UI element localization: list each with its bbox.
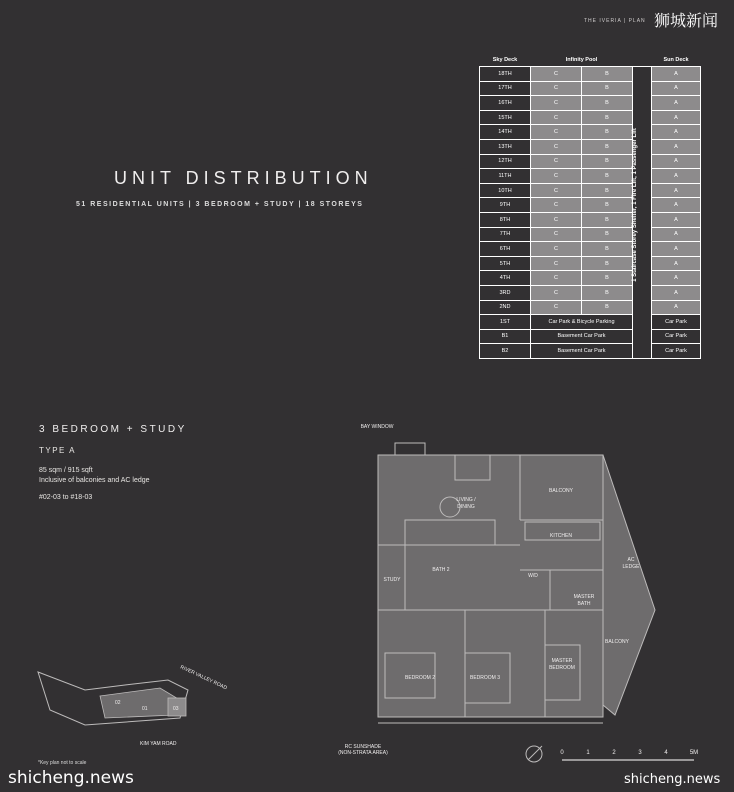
unit-c: C (531, 139, 582, 154)
unit-a: A (652, 242, 701, 257)
unit-a: A (652, 154, 701, 169)
key-plan-note: *Key plan not to scale (38, 760, 87, 766)
label-bedroom-2: BEDROOM 2 (404, 675, 436, 681)
unit-c: C (531, 242, 582, 257)
unit-b: B (582, 212, 633, 227)
label-master-bedroom-1: MASTER (551, 658, 573, 664)
unit-b: B (582, 154, 633, 169)
label-living: LIVING / (456, 497, 476, 503)
floor-label: 10TH (480, 183, 531, 198)
table-row (480, 96, 701, 111)
label-master-bath-2: BATH (577, 601, 591, 607)
unit-a: A (652, 198, 701, 213)
unit-b: B (582, 271, 633, 286)
floor-label: 11TH (480, 169, 531, 184)
unit-title: 3 BEDROOM + STUDY (39, 424, 187, 435)
page-subtitle: 51 RESIDENTIAL UNITS | 3 BEDROOM + STUDY | 18 STOREYS (76, 201, 364, 208)
table-row (480, 227, 701, 242)
unit-c: C (531, 271, 582, 286)
unit-distribution-table (479, 54, 701, 359)
header-infinity-pool: Infinity Pool (565, 57, 598, 63)
unit-a: A (652, 125, 701, 140)
unit-size: 85 sqm / 915 sqft (39, 467, 93, 474)
unit-range: #02-03 to #18-03 (39, 494, 93, 501)
scale-tick-0: 0 (560, 750, 564, 756)
unit-c: C (531, 212, 582, 227)
unit-b: B (582, 285, 633, 300)
unit-c: C (531, 154, 582, 169)
plan-balcony-wing (603, 455, 655, 715)
road-kim-yam: KIM YAM ROAD (140, 741, 177, 747)
unit-c: C (531, 183, 582, 198)
floor-label: B1 (480, 329, 531, 344)
page-title: UNIT DISTRIBUTION (114, 168, 373, 188)
unit-c: C (531, 81, 582, 96)
unit-a: A (652, 96, 701, 111)
label-sunshade-2: (NON-STRATA AREA) (338, 750, 388, 756)
unit-b: B (582, 242, 633, 257)
unit-note: Inclusive of balconies and AC ledge (39, 477, 150, 484)
unit-a: A (652, 110, 701, 125)
unit-c: C (531, 125, 582, 140)
scale-bar (520, 742, 705, 772)
table-row (480, 110, 701, 125)
floor-label: 15TH (480, 110, 531, 125)
label-master-bedroom-2: BEDROOM (549, 665, 575, 671)
label-ac: AC (627, 557, 635, 563)
table-row (480, 285, 701, 300)
key-unit-01: 01 (142, 706, 148, 712)
label-sunshade-1: RC SUNSHADE (344, 744, 382, 750)
floor-label: 13TH (480, 139, 531, 154)
unit-b: B (582, 256, 633, 271)
label-ledge: LEDGE (622, 564, 640, 570)
unit-c: C (531, 256, 582, 271)
unit-b: B (582, 227, 633, 242)
label-bedroom-3: BEDROOM 3 (469, 675, 501, 681)
scale-tick-5m: 5M (689, 750, 699, 756)
label-balcony-2: BALCONY (605, 639, 629, 645)
unit-b: B (582, 139, 633, 154)
core-label: 1 Staircase Storey Shelter, 1 Fire Lift, 1 Passenger Lift (632, 128, 638, 282)
floor-label: 9TH (480, 198, 531, 213)
floor-label: 7TH (480, 227, 531, 242)
unit-b: B (582, 96, 633, 111)
lower-left-use: Basement Car Park (531, 329, 633, 344)
unit-a: A (652, 67, 701, 82)
unit-c: C (531, 300, 582, 315)
label-bath-2: BATH 2 (432, 567, 450, 573)
key-plan (30, 660, 228, 760)
watermark-top: 狮城新闻 (654, 11, 719, 30)
table-row (480, 183, 701, 198)
unit-a: A (652, 271, 701, 286)
table-row (480, 125, 701, 140)
watermark-bottom-right: shicheng.news (624, 772, 721, 787)
unit-c: C (531, 169, 582, 184)
table-row (480, 81, 701, 96)
table-row (480, 271, 701, 286)
scale-tick-2: 2 (612, 750, 616, 756)
key-unit-02: 02 (115, 700, 121, 706)
table-row (480, 67, 701, 82)
unit-a: A (652, 139, 701, 154)
header-sun-deck: Sun Deck (663, 57, 689, 63)
table-row (480, 315, 701, 330)
table-row (480, 198, 701, 213)
brand-header: THE IVERIA | PLAN (584, 18, 646, 24)
unit-a: A (652, 256, 701, 271)
unit-type: TYPE A (39, 446, 77, 455)
floor-label: 4TH (480, 271, 531, 286)
floor-label: 12TH (480, 154, 531, 169)
unit-a: A (652, 212, 701, 227)
scale-tick-1: 1 (586, 750, 590, 756)
unit-b: B (582, 67, 633, 82)
road-river-valley: RIVER VALLEY ROAD (179, 664, 228, 692)
table-row (480, 329, 701, 344)
unit-a: A (652, 285, 701, 300)
floor-label: B2 (480, 344, 531, 359)
unit-a: A (652, 183, 701, 198)
label-wd: W/D (528, 573, 538, 579)
label-kitchen: KITCHEN (550, 533, 572, 539)
floor-plan (335, 415, 665, 760)
unit-c: C (531, 96, 582, 111)
bay-window (395, 443, 425, 455)
watermark-bottom-left: shicheng.news (8, 768, 134, 788)
floor-label: 6TH (480, 242, 531, 257)
label-master-bath-1: MASTER (573, 594, 595, 600)
label-dining: DINING (457, 504, 475, 510)
unit-a: A (652, 227, 701, 242)
unit-b: B (582, 183, 633, 198)
unit-c: C (531, 198, 582, 213)
unit-a: A (652, 300, 701, 315)
table-row (480, 154, 701, 169)
unit-b: B (582, 81, 633, 96)
floor-label: 1ST (480, 315, 531, 330)
floor-label: 14TH (480, 125, 531, 140)
unit-c: C (531, 285, 582, 300)
label-study: STUDY (383, 577, 401, 583)
floor-label: 18TH (480, 67, 531, 82)
header-sky-deck: Sky Deck (492, 57, 518, 63)
floor-label: 8TH (480, 212, 531, 227)
table-row (480, 169, 701, 184)
unit-c: C (531, 67, 582, 82)
table-row (480, 139, 701, 154)
unit-a: A (652, 81, 701, 96)
floor-label: 5TH (480, 256, 531, 271)
label-balcony: BALCONY (549, 488, 573, 494)
unit-b: B (582, 169, 633, 184)
key-unit-03: 03 (173, 706, 179, 712)
floor-label: 2ND (480, 300, 531, 315)
unit-a: A (652, 169, 701, 184)
lower-right-use: Car Park (652, 315, 701, 330)
scale-tick-4: 4 (664, 750, 668, 756)
label-bay-window: BAY WINDOW (360, 424, 394, 430)
unit-b: B (582, 300, 633, 315)
lower-right-use: Car Park (652, 344, 701, 359)
table-row (480, 212, 701, 227)
floor-label: 16TH (480, 96, 531, 111)
lower-right-use: Car Park (652, 329, 701, 344)
unit-b: B (582, 110, 633, 125)
table-row (480, 256, 701, 271)
table-row (480, 300, 701, 315)
unit-c: C (531, 110, 582, 125)
table-row (480, 242, 701, 257)
floor-label: 17TH (480, 81, 531, 96)
unit-b: B (582, 198, 633, 213)
lower-left-use: Basement Car Park (531, 344, 633, 359)
floor-label: 3RD (480, 285, 531, 300)
table-row (480, 344, 701, 359)
unit-b: B (582, 125, 633, 140)
unit-c: C (531, 227, 582, 242)
unit-area (39, 466, 150, 486)
scale-tick-3: 3 (638, 750, 642, 756)
lower-left-use: Car Park & Bicycle Parking (531, 315, 633, 330)
